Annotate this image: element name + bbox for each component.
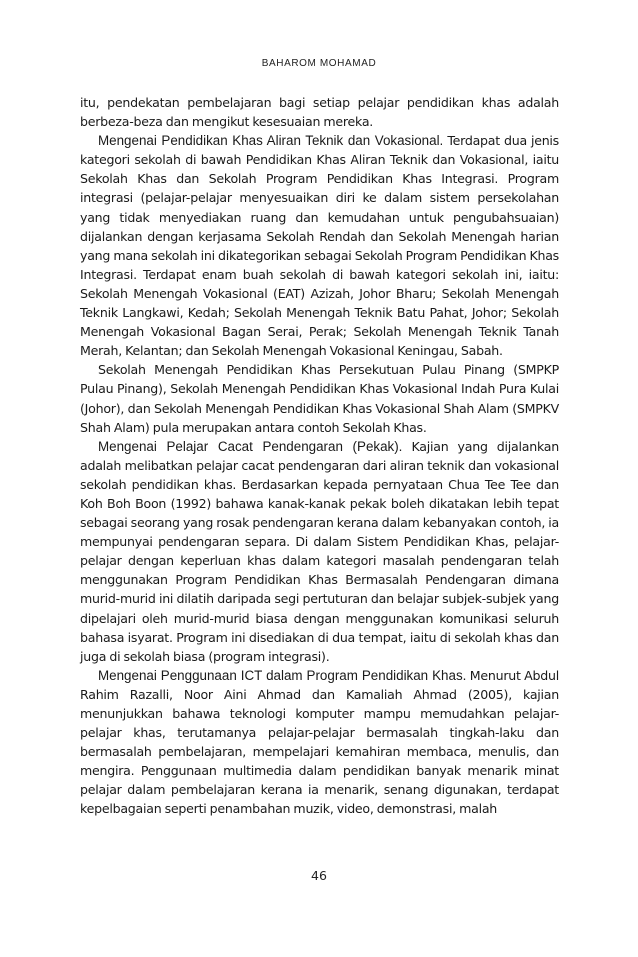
body-text <box>80 93 559 819</box>
page-number: 46 <box>311 868 327 883</box>
paragraph-pelajar-pekak <box>80 437 559 666</box>
paragraph-text: itu, pendekatan pembelajaran bagi setiap pelajar pendidikan khas adalah berbeza-beza dan mengikut kesesuaian mereka. <box>80 95 559 130</box>
run-in-heading: Mengenai Pelajar Cacat Pendengaran (Pekak). <box>98 438 403 454</box>
run-in-heading: Mengenai Pendidikan Khas Aliran Teknik dan Vokasional. <box>98 133 444 149</box>
paragraph-text: Sekolah Menengah Pendidikan Khas Persekutuan Pulau Pinang (SMPKP Pulau Pinang), Sekolah Menengah Pendidikan Khas Vokasional Indah Pura Kulai (Johor), dan Sekolah Menengah Pendidikan Khas Vokasional Shah Alam (SMPKV Shah Alam) pula merupakan antara contoh Sekolah Khas. <box>80 362 559 435</box>
paragraph-text: Terdapat dua jenis kategori sekolah di bawah Pendidikan Khas Aliran Teknik dan Vokasional, iaitu Sekolah Khas dan Sekolah Program Pendidikan Khas Integrasi. Program integrasi (pelajar-pelajar menyesuaikan diri ke dalam sistem persekolahan yang tidak menyediakan ruang dan kemudahan untuk pengubahsuaian) dijalankan dengan kerjasama Sekolah Rendah dan Sekolah Menengah harian yang mana sekolah ini dikategorikan sebagai Sekolah Program Pendidikan Khas Integrasi. Terdapat enam buah sekolah di bawah kategori sekolah ini, iaitu: Sekolah Menengah Vokasional (EAT) Azizah, Johor Bharu; Sekolah Menengah Teknik Langkawi, Kedah; Sekolah Menengah Teknik Batu Pahat, Johor; Sekolah Menengah Vokasional Bagan Serai, Perak; Sekolah Menengah Teknik Tanah Merah, Kelantan; dan Sekolah Menengah Vokasional Keningau, Sabah. <box>80 133 559 359</box>
paragraph-aliran-teknik-vokasional <box>80 131 559 360</box>
paragraph-sekolah-khas-examples <box>80 360 559 436</box>
paragraph-text: Menurut Abdul Rahim Razalli, Noor Aini Ahmad dan Kamaliah Ahmad (2005), kajian menunjukkan bahawa teknologi komputer mampu memudahkan pelajar-pelajar khas, terutamanya pelajar-pelajar bermasalah tingkah-laku dan bermasalah pembelajaran, mempelajari kemahiran membaca, menulis, dan mengira. Penggunaan multimedia dalam pendidikan banyak menarik minat pelajar dalam pembelajaran kerana ia menarik, senang digunakan, terdapat kepelbagaian seperti penambahan muzik, video, demonstrasi, malah <box>80 667 559 817</box>
paragraph-text: Kajian yang dijalankan adalah melibatkan pelajar cacat pendengaran dari aliran teknik dan vokasional sekolah pendidikan khas. Berdasarkan kepada pernyataan Chua Tee Tee dan Koh Boh Boon (1992) bahawa kanak-kanak pekak boleh dikatakan lebih tepat sebagai seorang yang rosak pendengaran kerana dalam kebanyakan contoh, ia mempunyai pendengaran separa. Di dalam Sistem Pendidikan Khas, pelajar-pelajar dengan keperluan khas dalam kategori masalah pendengaran telah menggunakan Program Pendidikan Khas Bermasalah Pendengaran dimana murid-murid ini dilatih daripada segi pertuturan dan belajar subjek-subjek yang dipelajari oleh murid-murid biasa dengan menggunakan komunikasi seluruh bahasa isyarat. Program ini disediakan di dua tempat, iaitu di sekolah khas dan juga di sekolah biasa (program integrasi). <box>80 438 559 664</box>
paragraph-continuation <box>80 93 559 131</box>
run-in-heading: Mengenai Penggunaan ICT dalam Program Pendidikan Khas. <box>98 667 467 683</box>
paragraph-penggunaan-ict <box>80 666 559 819</box>
running-head: BAHAROM MOHAMAD <box>261 58 377 69</box>
